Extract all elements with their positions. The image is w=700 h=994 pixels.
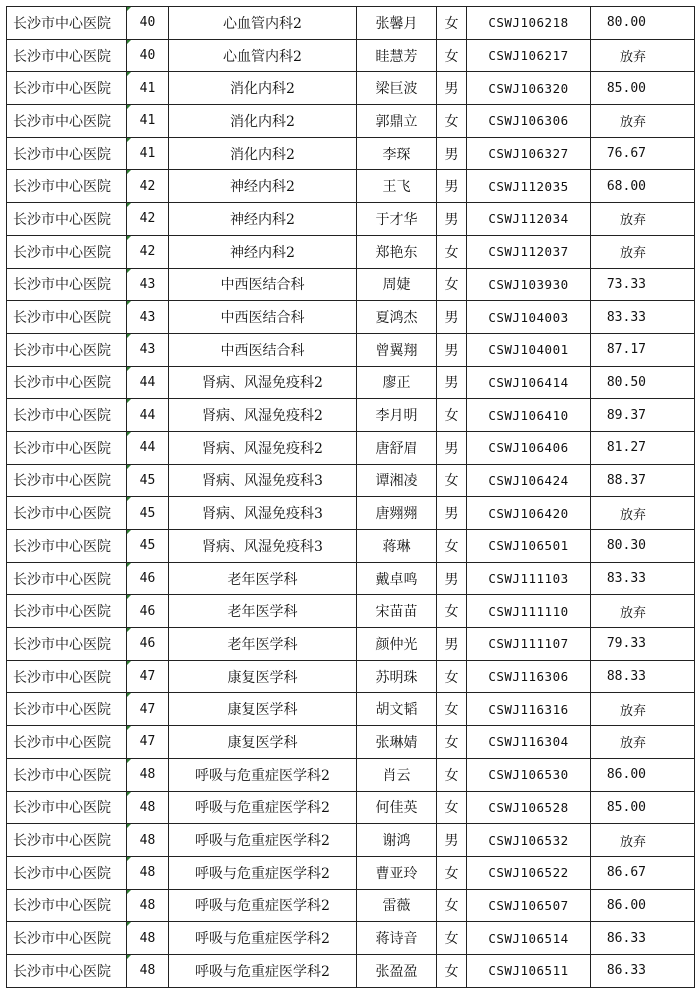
- table-row: [7, 628, 695, 661]
- post-number-cell: 46: [127, 595, 169, 628]
- table-row: [7, 464, 695, 497]
- table-row: [7, 791, 695, 824]
- candidate-name-cell: 颜仲光: [357, 628, 437, 661]
- score-cell: 73.33: [591, 268, 695, 301]
- exam-id-cell: CSWJ106320: [467, 72, 591, 105]
- gender-cell: 男: [437, 72, 467, 105]
- post-number-cell: 47: [127, 726, 169, 759]
- department-cell: 肾病、风湿免疫科2: [169, 399, 357, 432]
- candidate-name-cell: 郑艳东: [357, 235, 437, 268]
- table-row: [7, 235, 695, 268]
- gender-cell: 男: [437, 301, 467, 334]
- candidate-name-cell: 王飞: [357, 170, 437, 203]
- post-number-cell: 43: [127, 301, 169, 334]
- gender-cell: 女: [437, 889, 467, 922]
- department-cell: 消化内科2: [169, 137, 357, 170]
- gender-cell: 女: [437, 7, 467, 40]
- department-cell: 中西医结合科: [169, 268, 357, 301]
- department-cell: 老年医学科: [169, 595, 357, 628]
- table-body: [7, 7, 695, 988]
- department-cell: 肾病、风湿免疫科2: [169, 366, 357, 399]
- exam-id-cell: CSWJ116304: [467, 726, 591, 759]
- table-row: [7, 105, 695, 138]
- post-number-cell: 43: [127, 333, 169, 366]
- exam-id-cell: CSWJ106522: [467, 856, 591, 889]
- department-cell: 康复医学科: [169, 726, 357, 759]
- gender-cell: 女: [437, 922, 467, 955]
- table-row: [7, 399, 695, 432]
- results-table: [6, 6, 695, 988]
- candidate-name-cell: 雷薇: [357, 889, 437, 922]
- hospital-cell: 长沙市中心医院: [7, 333, 127, 366]
- candidate-name-cell: 梁巨波: [357, 72, 437, 105]
- score-cell: 放弃: [591, 726, 695, 759]
- table-row: [7, 7, 695, 40]
- exam-id-cell: CSWJ106501: [467, 530, 591, 563]
- candidate-name-cell: 蒋诗音: [357, 922, 437, 955]
- table-row: [7, 333, 695, 366]
- gender-cell: 女: [437, 530, 467, 563]
- table-row: [7, 954, 695, 987]
- gender-cell: 男: [437, 824, 467, 857]
- post-number-cell: 46: [127, 562, 169, 595]
- exam-id-cell: CSWJ106507: [467, 889, 591, 922]
- post-number-cell: 48: [127, 889, 169, 922]
- hospital-cell: 长沙市中心医院: [7, 301, 127, 334]
- score-cell: 86.67: [591, 856, 695, 889]
- post-number-cell: 42: [127, 203, 169, 236]
- post-number-cell: 47: [127, 693, 169, 726]
- score-cell: 85.00: [591, 72, 695, 105]
- exam-id-cell: CSWJ106217: [467, 39, 591, 72]
- candidate-name-cell: 曾翼翔: [357, 333, 437, 366]
- gender-cell: 男: [437, 137, 467, 170]
- post-number-cell: 44: [127, 431, 169, 464]
- score-cell: 86.33: [591, 922, 695, 955]
- table-row: [7, 889, 695, 922]
- gender-cell: 女: [437, 39, 467, 72]
- department-cell: 消化内科2: [169, 72, 357, 105]
- post-number-cell: 48: [127, 922, 169, 955]
- department-cell: 肾病、风湿免疫科3: [169, 530, 357, 563]
- post-number-cell: 48: [127, 791, 169, 824]
- score-cell: 68.00: [591, 170, 695, 203]
- table-row: [7, 824, 695, 857]
- candidate-name-cell: 夏鸿杰: [357, 301, 437, 334]
- department-cell: 呼吸与危重症医学科2: [169, 791, 357, 824]
- post-number-cell: 45: [127, 530, 169, 563]
- department-cell: 呼吸与危重症医学科2: [169, 954, 357, 987]
- department-cell: 康复医学科: [169, 660, 357, 693]
- score-cell: 79.33: [591, 628, 695, 661]
- hospital-cell: 长沙市中心医院: [7, 628, 127, 661]
- gender-cell: 女: [437, 595, 467, 628]
- score-cell: 86.33: [591, 954, 695, 987]
- hospital-cell: 长沙市中心医院: [7, 39, 127, 72]
- exam-id-cell: CSWJ104001: [467, 333, 591, 366]
- score-cell: 85.00: [591, 791, 695, 824]
- score-cell: 放弃: [591, 497, 695, 530]
- table-row: [7, 726, 695, 759]
- score-cell: 88.37: [591, 464, 695, 497]
- post-number-cell: 43: [127, 268, 169, 301]
- table-row: [7, 660, 695, 693]
- table-row: [7, 758, 695, 791]
- post-number-cell: 48: [127, 954, 169, 987]
- exam-id-cell: CSWJ106327: [467, 137, 591, 170]
- candidate-name-cell: 戴卓鸣: [357, 562, 437, 595]
- candidate-name-cell: 宋苗苗: [357, 595, 437, 628]
- exam-id-cell: CSWJ111110: [467, 595, 591, 628]
- candidate-name-cell: 李月明: [357, 399, 437, 432]
- exam-id-cell: CSWJ104003: [467, 301, 591, 334]
- post-number-cell: 47: [127, 660, 169, 693]
- table-row: [7, 693, 695, 726]
- candidate-name-cell: 胡文韬: [357, 693, 437, 726]
- gender-cell: 女: [437, 726, 467, 759]
- post-number-cell: 41: [127, 137, 169, 170]
- department-cell: 老年医学科: [169, 562, 357, 595]
- post-number-cell: 46: [127, 628, 169, 661]
- post-number-cell: 42: [127, 235, 169, 268]
- table-row: [7, 39, 695, 72]
- department-cell: 中西医结合科: [169, 301, 357, 334]
- hospital-cell: 长沙市中心医院: [7, 791, 127, 824]
- score-cell: 放弃: [591, 693, 695, 726]
- score-cell: 89.37: [591, 399, 695, 432]
- candidate-name-cell: 张琳婧: [357, 726, 437, 759]
- hospital-cell: 长沙市中心医院: [7, 366, 127, 399]
- candidate-name-cell: 周婕: [357, 268, 437, 301]
- hospital-cell: 长沙市中心医院: [7, 922, 127, 955]
- candidate-name-cell: 谢鸿: [357, 824, 437, 857]
- table-row: [7, 856, 695, 889]
- score-cell: 放弃: [591, 235, 695, 268]
- score-cell: 86.00: [591, 889, 695, 922]
- hospital-cell: 长沙市中心医院: [7, 203, 127, 236]
- department-cell: 神经内科2: [169, 170, 357, 203]
- exam-id-cell: CSWJ116306: [467, 660, 591, 693]
- table-row: [7, 595, 695, 628]
- hospital-cell: 长沙市中心医院: [7, 7, 127, 40]
- score-cell: 放弃: [591, 39, 695, 72]
- exam-id-cell: CSWJ112035: [467, 170, 591, 203]
- gender-cell: 女: [437, 856, 467, 889]
- hospital-cell: 长沙市中心医院: [7, 562, 127, 595]
- exam-id-cell: CSWJ106530: [467, 758, 591, 791]
- hospital-cell: 长沙市中心医院: [7, 431, 127, 464]
- exam-id-cell: CSWJ111103: [467, 562, 591, 595]
- candidate-name-cell: 曹亚玲: [357, 856, 437, 889]
- exam-id-cell: CSWJ112034: [467, 203, 591, 236]
- gender-cell: 男: [437, 333, 467, 366]
- table-row: [7, 203, 695, 236]
- exam-id-cell: CSWJ106218: [467, 7, 591, 40]
- post-number-cell: 44: [127, 366, 169, 399]
- post-number-cell: 42: [127, 170, 169, 203]
- department-cell: 呼吸与危重症医学科2: [169, 856, 357, 889]
- table-row: [7, 72, 695, 105]
- gender-cell: 女: [437, 791, 467, 824]
- score-cell: 83.33: [591, 562, 695, 595]
- department-cell: 肾病、风湿免疫科3: [169, 464, 357, 497]
- exam-id-cell: CSWJ106532: [467, 824, 591, 857]
- post-number-cell: 48: [127, 758, 169, 791]
- candidate-name-cell: 廖正: [357, 366, 437, 399]
- gender-cell: 女: [437, 268, 467, 301]
- post-number-cell: 45: [127, 464, 169, 497]
- post-number-cell: 41: [127, 105, 169, 138]
- department-cell: 肾病、风湿免疫科2: [169, 431, 357, 464]
- table-row: [7, 137, 695, 170]
- candidate-name-cell: 谭湘凌: [357, 464, 437, 497]
- hospital-cell: 长沙市中心医院: [7, 497, 127, 530]
- hospital-cell: 长沙市中心医院: [7, 170, 127, 203]
- hospital-cell: 长沙市中心医院: [7, 72, 127, 105]
- gender-cell: 女: [437, 105, 467, 138]
- hospital-cell: 长沙市中心医院: [7, 693, 127, 726]
- gender-cell: 女: [437, 693, 467, 726]
- post-number-cell: 48: [127, 856, 169, 889]
- hospital-cell: 长沙市中心医院: [7, 105, 127, 138]
- score-cell: 87.17: [591, 333, 695, 366]
- exam-id-cell: CSWJ106414: [467, 366, 591, 399]
- hospital-cell: 长沙市中心医院: [7, 137, 127, 170]
- exam-id-cell: CSWJ106410: [467, 399, 591, 432]
- hospital-cell: 长沙市中心医院: [7, 464, 127, 497]
- department-cell: 神经内科2: [169, 235, 357, 268]
- gender-cell: 女: [437, 954, 467, 987]
- department-cell: 呼吸与危重症医学科2: [169, 758, 357, 791]
- candidate-name-cell: 肖云: [357, 758, 437, 791]
- score-cell: 放弃: [591, 824, 695, 857]
- hospital-cell: 长沙市中心医院: [7, 954, 127, 987]
- score-cell: 放弃: [591, 203, 695, 236]
- hospital-cell: 长沙市中心医院: [7, 530, 127, 563]
- gender-cell: 男: [437, 628, 467, 661]
- gender-cell: 女: [437, 464, 467, 497]
- hospital-cell: 长沙市中心医院: [7, 660, 127, 693]
- exam-id-cell: CSWJ106511: [467, 954, 591, 987]
- department-cell: 消化内科2: [169, 105, 357, 138]
- score-cell: 80.30: [591, 530, 695, 563]
- score-cell: 88.33: [591, 660, 695, 693]
- hospital-cell: 长沙市中心医院: [7, 758, 127, 791]
- hospital-cell: 长沙市中心医院: [7, 824, 127, 857]
- gender-cell: 男: [437, 431, 467, 464]
- hospital-cell: 长沙市中心医院: [7, 595, 127, 628]
- table-row: [7, 922, 695, 955]
- department-cell: 康复医学科: [169, 693, 357, 726]
- score-cell: 80.00: [591, 7, 695, 40]
- gender-cell: 男: [437, 562, 467, 595]
- department-cell: 肾病、风湿免疫科3: [169, 497, 357, 530]
- hospital-cell: 长沙市中心医院: [7, 399, 127, 432]
- exam-id-cell: CSWJ106514: [467, 922, 591, 955]
- exam-id-cell: CSWJ111107: [467, 628, 591, 661]
- department-cell: 老年医学科: [169, 628, 357, 661]
- gender-cell: 女: [437, 399, 467, 432]
- department-cell: 呼吸与危重症医学科2: [169, 922, 357, 955]
- candidate-name-cell: 唐翙翙: [357, 497, 437, 530]
- hospital-cell: 长沙市中心医院: [7, 889, 127, 922]
- score-cell: 76.67: [591, 137, 695, 170]
- exam-id-cell: CSWJ106406: [467, 431, 591, 464]
- hospital-cell: 长沙市中心医院: [7, 726, 127, 759]
- candidate-name-cell: 李琛: [357, 137, 437, 170]
- score-cell: 放弃: [591, 105, 695, 138]
- post-number-cell: 48: [127, 824, 169, 857]
- score-cell: 放弃: [591, 595, 695, 628]
- exam-id-cell: CSWJ103930: [467, 268, 591, 301]
- gender-cell: 男: [437, 497, 467, 530]
- candidate-name-cell: 苏明珠: [357, 660, 437, 693]
- score-cell: 80.50: [591, 366, 695, 399]
- post-number-cell: 40: [127, 39, 169, 72]
- exam-id-cell: CSWJ116316: [467, 693, 591, 726]
- table-row: [7, 301, 695, 334]
- department-cell: 神经内科2: [169, 203, 357, 236]
- table-row: [7, 170, 695, 203]
- candidate-name-cell: 眭慧芳: [357, 39, 437, 72]
- post-number-cell: 40: [127, 7, 169, 40]
- gender-cell: 男: [437, 170, 467, 203]
- exam-id-cell: CSWJ106528: [467, 791, 591, 824]
- department-cell: 呼吸与危重症医学科2: [169, 889, 357, 922]
- table-row: [7, 562, 695, 595]
- gender-cell: 女: [437, 235, 467, 268]
- score-cell: 86.00: [591, 758, 695, 791]
- candidate-name-cell: 蒋琳: [357, 530, 437, 563]
- gender-cell: 男: [437, 366, 467, 399]
- hospital-cell: 长沙市中心医院: [7, 856, 127, 889]
- department-cell: 中西医结合科: [169, 333, 357, 366]
- candidate-name-cell: 张盈盈: [357, 954, 437, 987]
- table-row: [7, 366, 695, 399]
- table-row: [7, 497, 695, 530]
- hospital-cell: 长沙市中心医院: [7, 235, 127, 268]
- exam-id-cell: CSWJ106424: [467, 464, 591, 497]
- table-row: [7, 530, 695, 563]
- candidate-name-cell: 唐舒眉: [357, 431, 437, 464]
- gender-cell: 女: [437, 660, 467, 693]
- exam-id-cell: CSWJ106306: [467, 105, 591, 138]
- department-cell: 呼吸与危重症医学科2: [169, 824, 357, 857]
- post-number-cell: 41: [127, 72, 169, 105]
- table-row: [7, 431, 695, 464]
- exam-id-cell: CSWJ106420: [467, 497, 591, 530]
- candidate-name-cell: 何佳英: [357, 791, 437, 824]
- score-cell: 83.33: [591, 301, 695, 334]
- post-number-cell: 45: [127, 497, 169, 530]
- gender-cell: 男: [437, 203, 467, 236]
- hospital-cell: 长沙市中心医院: [7, 268, 127, 301]
- gender-cell: 女: [437, 758, 467, 791]
- candidate-name-cell: 郭鼎立: [357, 105, 437, 138]
- exam-id-cell: CSWJ112037: [467, 235, 591, 268]
- department-cell: 心血管内科2: [169, 39, 357, 72]
- candidate-name-cell: 于才华: [357, 203, 437, 236]
- candidate-name-cell: 张馨月: [357, 7, 437, 40]
- department-cell: 心血管内科2: [169, 7, 357, 40]
- score-cell: 81.27: [591, 431, 695, 464]
- post-number-cell: 44: [127, 399, 169, 432]
- table-row: [7, 268, 695, 301]
